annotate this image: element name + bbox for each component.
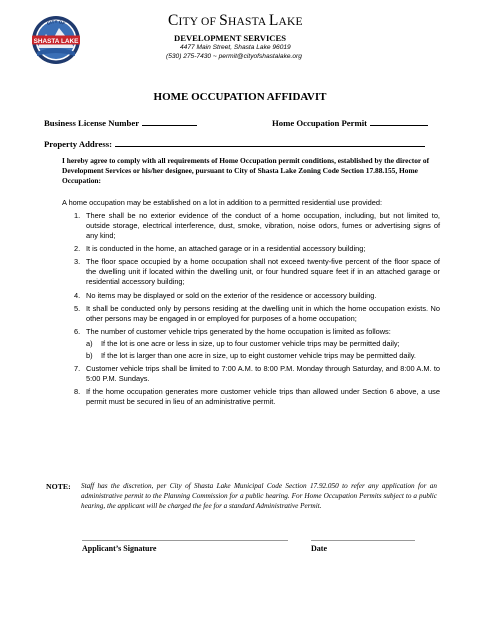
- date-line[interactable]: [311, 540, 415, 541]
- sub-list-item: a) If the lot is one acre or less in size, up to four customer vehicle trips may be permitted daily;: [86, 338, 400, 348]
- list-item: 1. There shall be no exterior evidence of the conduct of a home occupation, including, but not limited to, outside storage, electrical interference, dust, smoke, vibration, noise odors, fumes or advertising signs of any kind;: [74, 211, 440, 240]
- home-occupation-permit-blank[interactable]: [370, 116, 428, 126]
- document-title: HOME OCCUPATION AFFIDAVIT: [153, 91, 327, 103]
- list-item: 8. If the home occupation generates more customer vehicle trips than allowed under Section 6 above, a use permit must be secured in lieu of an administrative permit.: [74, 387, 440, 407]
- list-item: 6. The number of customer vehicle trips generated by the home occupation is limited as follows: a) If the lot is one acre or less in size, up to four customer vehicle trips may be permitted daily; b) If the lot is larger than one acre in size, up to eight customer vehicle trips may be permitted daily.: [62, 327, 440, 361]
- sub-list-item: b) If the lot is larger than one acre in size, up to eight customer vehicle trips may be permitted daily.: [86, 350, 416, 360]
- property-address-label: Property Address:: [44, 139, 112, 149]
- list-item: 2. It is conducted in the home, an attached garage or in a residential accessory building;: [74, 244, 366, 254]
- property-address-field: [44, 137, 425, 149]
- signature-line[interactable]: [82, 540, 288, 541]
- list-item: 7. Customer vehicle trips shall be limited to 7:00 A.M. to 8:00 P.M. Monday through Saturday, and 8:00 A.M. to 5:00 P.M. Sundays.: [74, 364, 440, 384]
- conditions-list: [62, 211, 440, 407]
- signature-label: Applicant’s Signature: [82, 544, 157, 553]
- date-label: Date: [311, 544, 327, 553]
- city-name-heading: CITY OF SHASTA LAKE: [168, 12, 303, 29]
- agreement-statement: I hereby agree to comply with all requirements of Home Occupation permit conditions, established by the director of Development Services or his/her designee, pursuant to City of Shasta Lake Zoning Code Section 17.88.155, Home Occupation:: [62, 156, 430, 185]
- note-text: Staff has the discretion, per City of Shasta Lake Municipal Code Section 17.92.050 to refer any application for an administrative permit to the Planning Commission for a public hearing. For Home Occupation Permits subject to a public hearing, the applicant will be charged the fee for a standard Administrative Permit.: [81, 482, 437, 510]
- list-item: 5. It shall be conducted only by persons residing at the dwelling unit in which the home occupation exists. No other persons may be engaged in or employed for purposes of a home occupation;: [74, 303, 440, 323]
- note-label: NOTE:: [46, 482, 71, 491]
- department-name: DEVELOPMENT SERVICES: [174, 33, 286, 43]
- conditions-section: [62, 198, 440, 411]
- trip-limits-sublist: [86, 339, 440, 361]
- property-address-blank[interactable]: [115, 137, 425, 147]
- logo-main-text: SHASTA LAKE: [33, 38, 79, 45]
- list-item: 3. The floor space occupied by a home occupation shall not exceed twenty-five percent of the floor space of the dwelling unit if located within the dwelling unit, or four hundred square feet if in an attached garage or residential accessory building;: [74, 257, 440, 287]
- logo-top-text: CITY OF: [46, 18, 66, 27]
- city-seal-logo: [30, 14, 82, 66]
- list-item: 4. No items may be displayed or sold on the exterior of the residence or accessory building.: [74, 290, 377, 300]
- business-license-label: Business License Number: [44, 118, 140, 128]
- department-contact: (530) 275-7430 ~ permit@cityofshastalake.org: [166, 53, 302, 60]
- business-license-field: [44, 116, 197, 128]
- home-occupation-permit-field: [272, 116, 428, 128]
- conditions-intro: A home occupation may be established on a lot in addition to a permitted residential use provided:: [62, 198, 383, 207]
- home-occupation-permit-label: Home Occupation Permit: [272, 118, 368, 128]
- business-license-blank[interactable]: [142, 116, 197, 126]
- department-address: 4477 Main Street, Shasta Lake 96019: [180, 44, 291, 51]
